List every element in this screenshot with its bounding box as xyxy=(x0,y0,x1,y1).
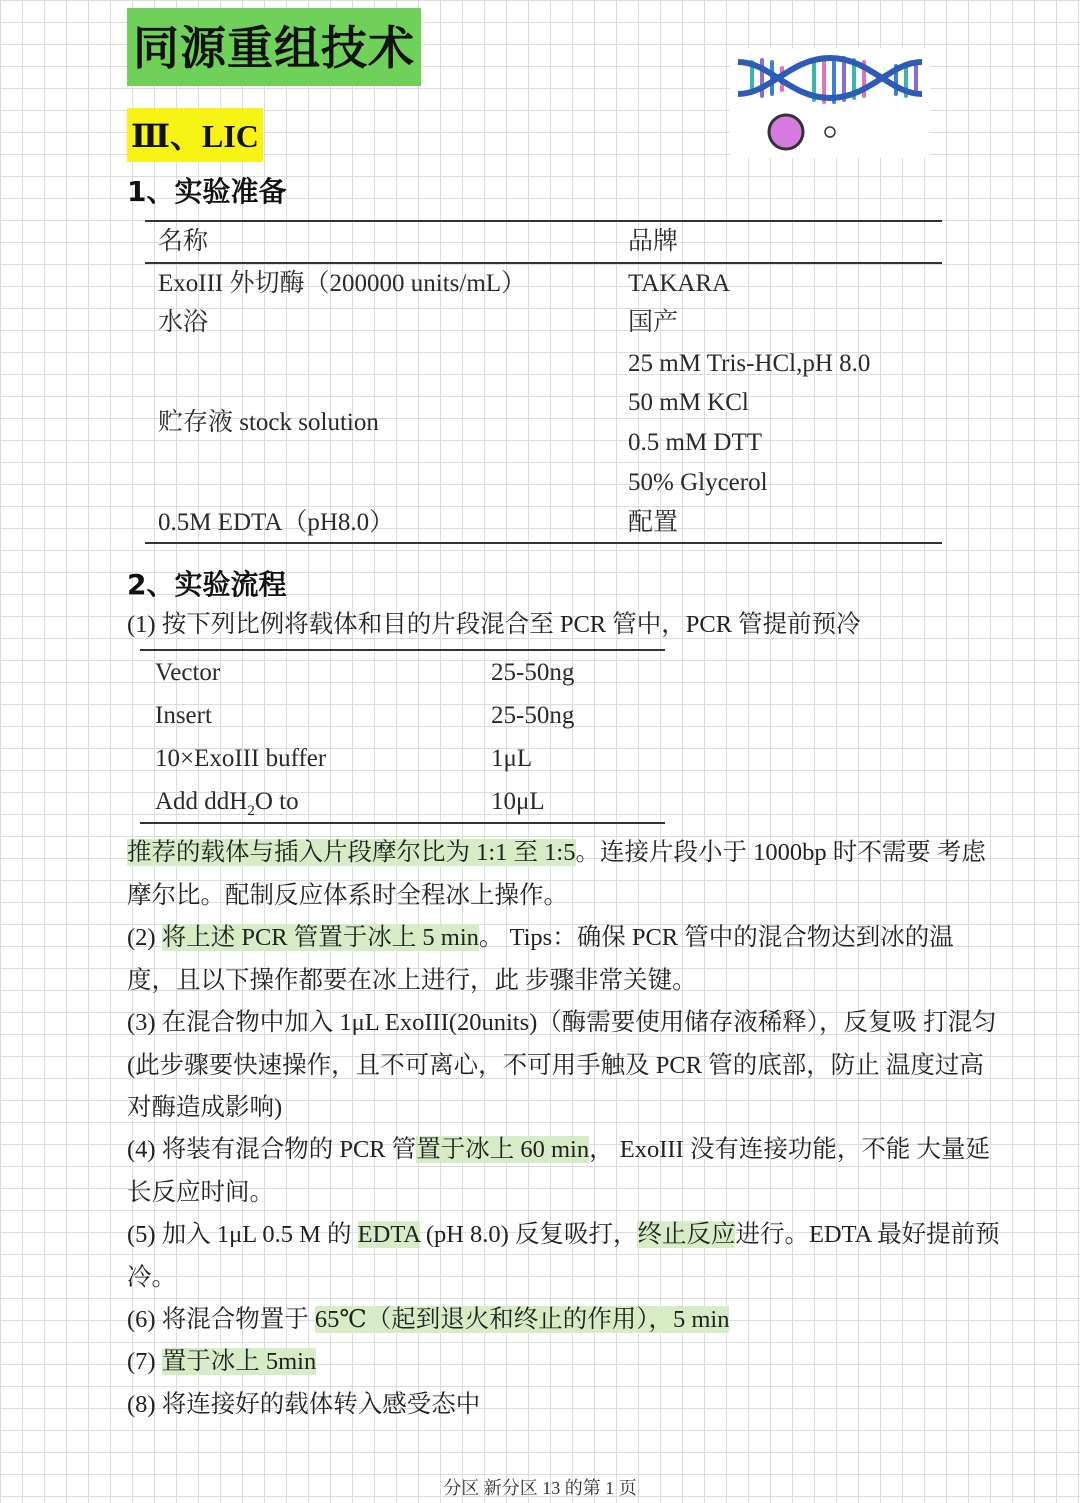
table-cell-brand: 国产 xyxy=(628,309,679,336)
table-cell-name: 贮存液 stock solution xyxy=(158,409,379,436)
dna-decoration xyxy=(730,48,930,158)
table-cell-name: 水浴 xyxy=(158,309,209,336)
table-cell-name: 0.5M EDTA（pH8.0） xyxy=(158,509,395,536)
mix-item: Insert xyxy=(155,702,212,729)
dna-icon xyxy=(730,48,930,158)
table-cell-brand-line: 0.5 mM DTT xyxy=(628,429,763,456)
step-3-text: (3) 在混合物中加入 1μL ExoIII(20units)（酶需要使用储存液稀释），反复吸 打混匀 (此步骤要快速操作，且不可离心，不可用手触及 PCR 管的底部，防止 温度过高对酶造成影响) xyxy=(127,1009,997,1121)
mix-amount: 25-50ng xyxy=(491,702,575,729)
table-cell-brand-line: 25 mM Tris-HCl,pH 8.0 xyxy=(628,350,871,377)
table-header-rule xyxy=(145,262,942,264)
step-4-text: (4) 将装有混合物的 PCR 管置于冰上 60 min， ExoIII 没有连接功能，不能 大量延长反应时间。 xyxy=(127,1136,990,1206)
table-cell-brand: TAKARA xyxy=(628,270,731,297)
section-heading-prep: 1、实验准备 xyxy=(127,175,287,208)
page-footer: 分区 新分区 13 的第 1 页 xyxy=(443,1478,637,1498)
table-top-rule xyxy=(145,220,942,222)
table-header-name: 名称 xyxy=(158,228,209,255)
mix-table-top-rule xyxy=(140,649,665,651)
mix-item: 10×ExoIII buffer xyxy=(155,745,327,772)
table-header-brand: 品牌 xyxy=(628,228,679,255)
mix-table-bottom-rule xyxy=(140,822,665,824)
mix-item: Add ddH$_2$O to xyxy=(155,788,299,819)
step-8-text: (8) 将连接好的载体转入感受态中 xyxy=(127,1391,481,1418)
step-6-text: (6) 将混合物置于 65℃（起到退火和终止的作用），5 min xyxy=(127,1306,730,1333)
mix-amount: 10μL xyxy=(491,788,545,815)
mix-amount: 1μL xyxy=(491,745,533,772)
step-7-text: (7) 置于冰上 5min xyxy=(127,1348,317,1375)
page-title: 同源重组技术 xyxy=(127,8,421,86)
table-bottom-rule xyxy=(145,542,942,544)
ratio-note: 推荐的载体与插入片段摩尔比为 1:1 至 1:5。连接片段小于 1000bp 时不需要 考虑摩尔比。配制反应体系时全程冰上操作。 xyxy=(127,839,986,909)
section-tag: Ⅲ、LIC xyxy=(127,108,263,162)
table-cell-brand-line: 50% Glycerol xyxy=(628,469,768,496)
section-heading-flow: 2、实验流程 xyxy=(127,568,287,601)
circle-icon xyxy=(769,115,803,149)
step-2-text: (2) 将上述 PCR 管置于冰上 5 min。 Tips：确保 PCR 管中的混合物达到冰的温度，且以下操作都要在冰上进行，此 步骤非常关键。 xyxy=(127,924,954,994)
table-cell-brand-line: 50 mM KCl xyxy=(628,389,749,416)
mix-item: Vector xyxy=(155,659,221,686)
step-5-text: (5) 加入 1μL 0.5 M 的 EDTA (pH 8.0) 反复吸打，终止反应进行。EDTA 最好提前预冷。 xyxy=(127,1221,1000,1291)
step-1-text: (1) 按下列比例将载体和目的片段混合至 PCR 管中，PCR 管提前预冷 xyxy=(127,611,861,638)
table-cell-name: ExoIII 外切酶（200000 units/mL） xyxy=(158,270,527,297)
table-cell-brand: 配置 xyxy=(628,509,679,536)
mix-amount: 25-50ng xyxy=(491,659,575,686)
